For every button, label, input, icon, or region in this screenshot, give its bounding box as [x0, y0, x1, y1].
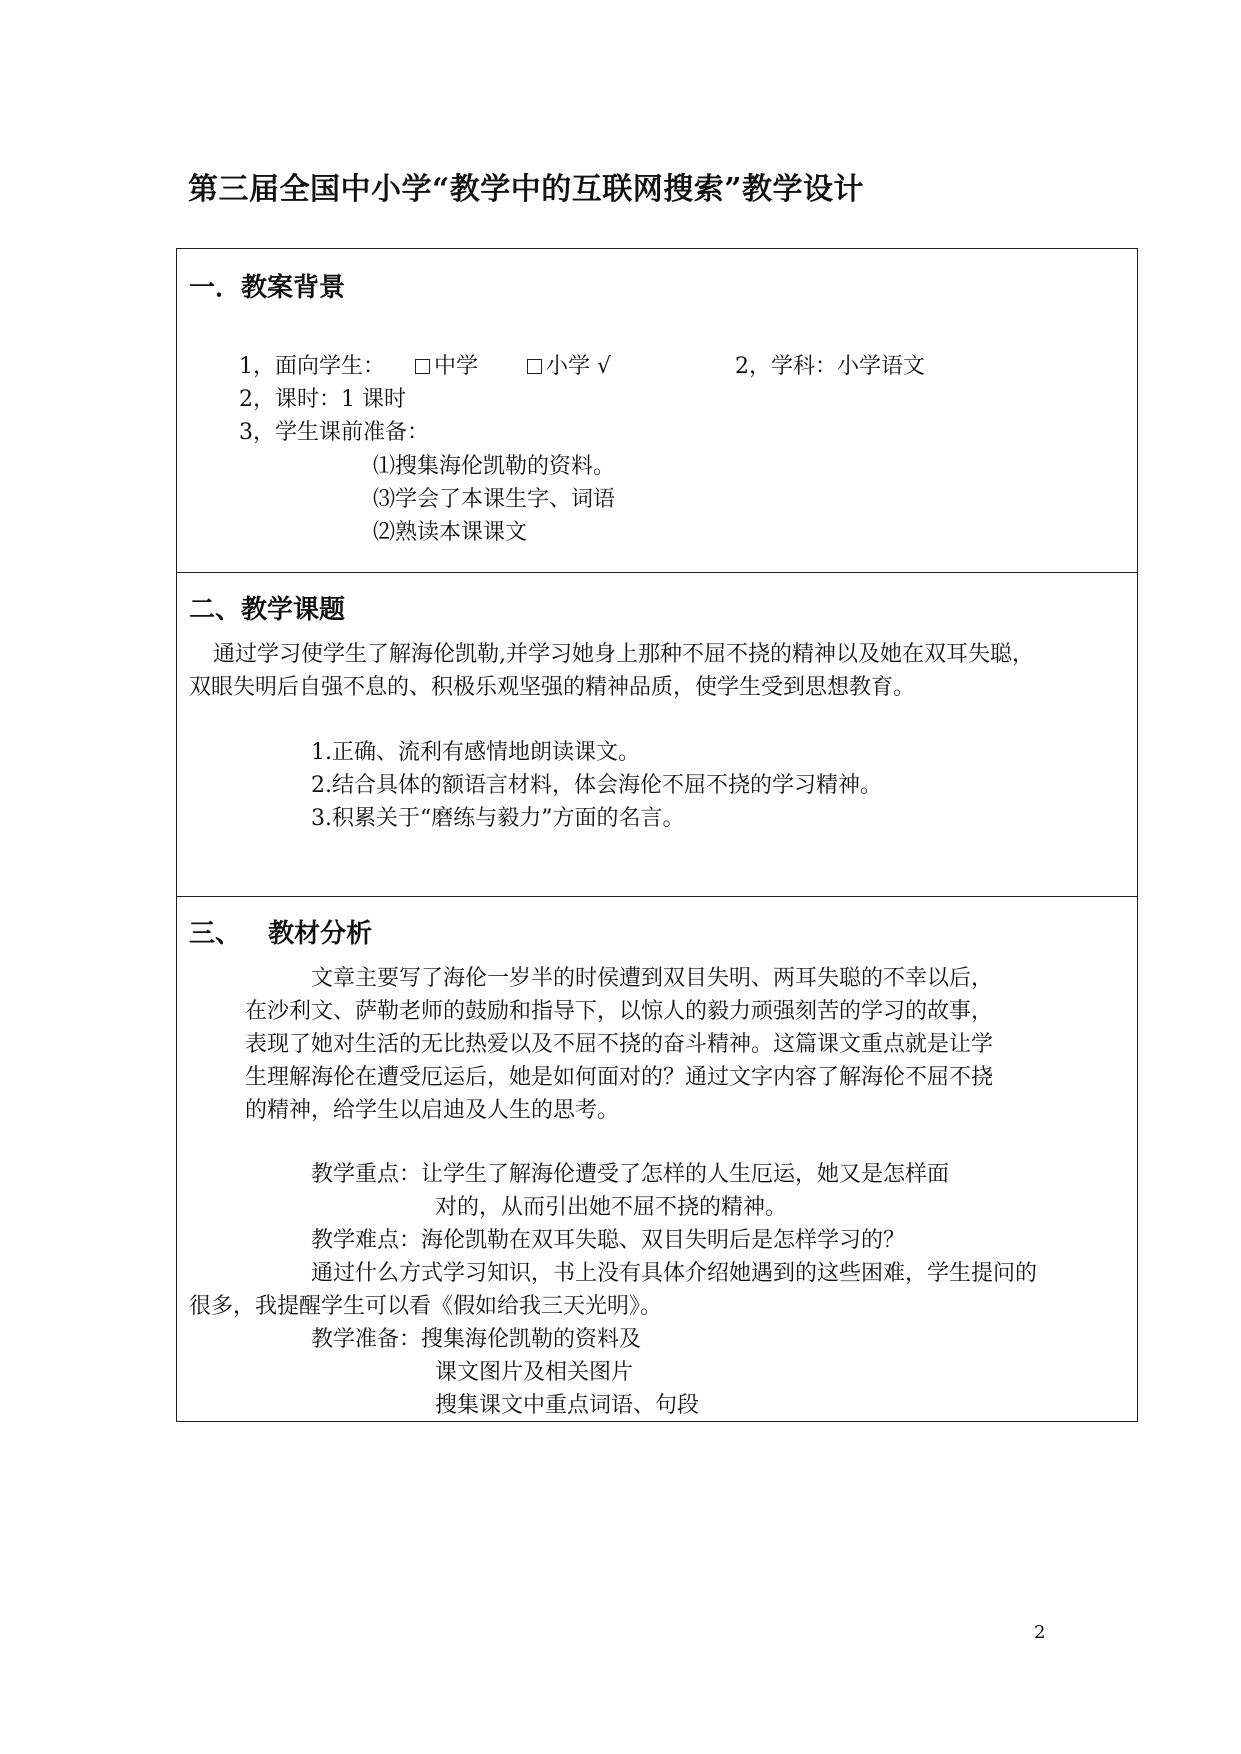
prep-item: ⑴搜集海伦凯勒的资料。: [373, 454, 616, 479]
analysis-line: 在沙利文、萨勒老师的鼓励和指导下，以惊人的毅力顽强刻苦的学习的故事，: [245, 999, 994, 1024]
section-analysis-heading: 三、 教材分析: [189, 919, 373, 949]
topic-paragraph-line: 通过学习使学生了解海伦凯勒,并学习她身上那种不屈不挠的精神以及她在双耳失聪，: [213, 642, 1034, 667]
lesson-plan-table: [176, 248, 1138, 1422]
section-topic: [177, 573, 1137, 897]
teaching-prep-line: 教学准备：搜集海伦凯勒的资料及: [311, 1327, 642, 1352]
topic-paragraph-line: 双眼失明后自强不息的、积极乐观坚强的精神品质，使学生受到思想教育。: [189, 675, 916, 700]
method-line: 通过什么方式学习知识，书上没有具体介绍她遇到的这些困难，学生提问的: [311, 1261, 1038, 1286]
goal-item: 1.正确、流利有感情地朗读课文。: [311, 740, 640, 765]
checkbox-icon: [415, 359, 430, 374]
method-line: 很多，我提醒学生可以看《假如给我三天光明》。: [189, 1294, 663, 1319]
goal-item: 2.结合具体的额语言材料，体会海伦不屈不挠的学习精神。: [311, 773, 882, 798]
subject-line: 2，学科：小学语文: [735, 354, 925, 379]
option-middle-label: 中学: [434, 354, 479, 379]
analysis-line: 生理解海伦在遭受厄运后，她是如何面对的？通过文字内容了解海伦不屈不挠: [245, 1065, 994, 1090]
teaching-prep-line: 课文图片及相关图片: [435, 1360, 634, 1385]
section-topic-heading: 二、教学课题: [189, 595, 346, 625]
page-number: 2: [1034, 1622, 1046, 1643]
audience-label: 1，面向学生：: [239, 354, 385, 379]
option-primary-label: 小学 √: [546, 354, 612, 379]
class-hours-line: 2，课时：1 课时: [239, 387, 406, 412]
section-material-analysis: [177, 897, 1137, 1421]
prep-label: 3，学生课前准备：: [239, 420, 429, 445]
section-background: [177, 249, 1137, 573]
goal-item: 3.积累关于“磨练与毅力”方面的名言。: [311, 806, 685, 831]
prep-item: ⑵熟读本课课文: [373, 520, 528, 545]
key-point-line: 教学重点：让学生了解海伦遭受了怎样的人生厄运，她又是怎样面: [311, 1162, 950, 1187]
section-background-heading: 一．教案背景: [189, 273, 346, 303]
analysis-line: 表现了她对生活的无比热爱以及不屈不挠的奋斗精神。这篇课文重点就是让学: [245, 1032, 994, 1057]
checkbox-icon: [527, 359, 542, 374]
analysis-line: 的精神，给学生以启迪及人生的思考。: [245, 1098, 620, 1123]
teaching-prep-line: 搜集课文中重点词语、句段: [435, 1393, 700, 1418]
prep-item: ⑶学会了本课生字、词语: [373, 487, 616, 512]
analysis-line: 文章主要写了海伦一岁半的时侯遭到双目失明、两耳失聪的不幸以后，: [311, 966, 994, 991]
key-point-line: 对的，从而引出她不屈不挠的精神。: [435, 1195, 788, 1220]
option-primary-school: [527, 349, 611, 380]
document-title: 第三届全国中小学“教学中的互联网搜索”教学设计: [188, 172, 865, 207]
option-middle-school: [415, 349, 478, 380]
difficulty-line: 教学难点：海伦凯勒在双耳失聪、双目失明后是怎样学习的？: [311, 1228, 906, 1253]
